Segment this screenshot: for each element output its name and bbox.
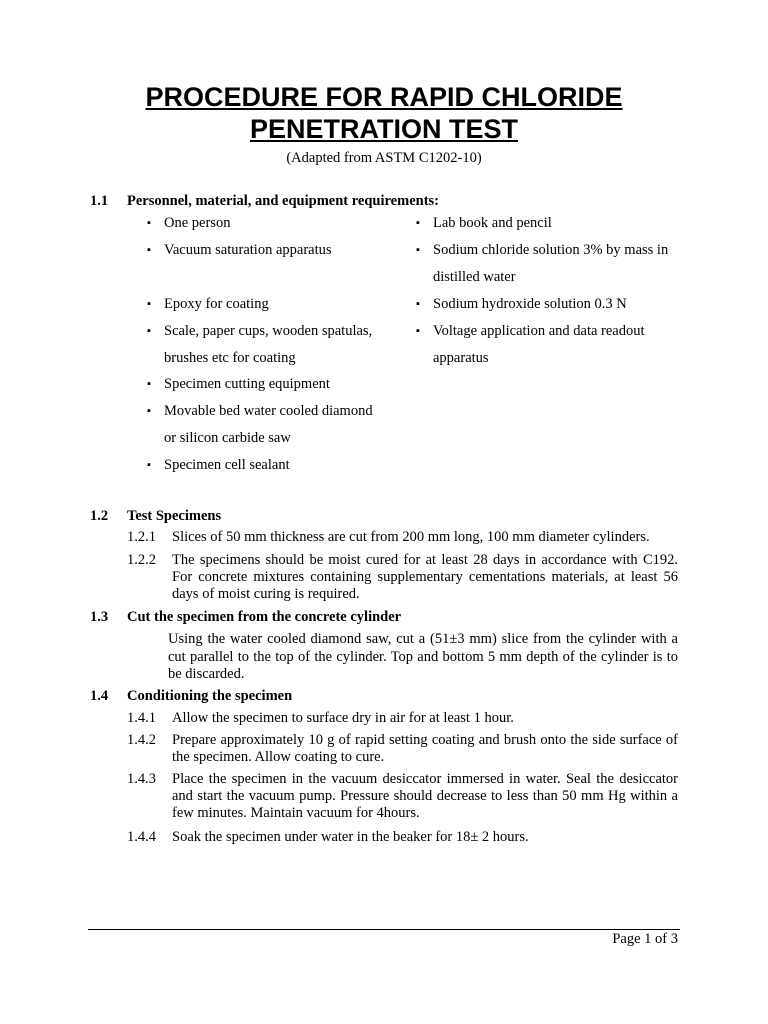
list-item-text: Specimen cell sealant <box>164 457 290 473</box>
document-title-line-2: PENETRATION TEST <box>249 114 518 144</box>
bullet-icon: ▪ <box>147 244 151 256</box>
footer-divider <box>88 929 680 930</box>
section-1-3-paragraph: Using the water cooled diamond saw, cut a (51±3 mm) slice from the cylinder with a cut parallel to the top of the cylinder. Top and bottom 5 mm depth of the cylinder is to be discarded. <box>168 631 678 682</box>
list-item-text: Vacuum saturation apparatus <box>164 242 332 258</box>
subsection-number: 1.4.2 <box>127 732 156 748</box>
list-item-text: brushes etc for coating <box>164 350 296 366</box>
bullet-icon: ▪ <box>147 459 151 471</box>
document-title-line-1: PROCEDURE FOR RAPID CHLORIDE <box>145 82 623 112</box>
section-1-1-title: Personnel, material, and equipment requirements: <box>127 193 439 209</box>
bullet-icon: ▪ <box>416 325 420 337</box>
subsection-text: Soak the specimen under water in the beaker for 18± 2 hours. <box>172 829 529 845</box>
subsection-text: Prepare approximately 10 g of rapid setting coating and brush onto the side surface of the specimen. Allow coating to cure. <box>172 732 678 765</box>
list-item-text: apparatus <box>433 350 489 366</box>
bullet-icon: ▪ <box>416 298 420 310</box>
subsection-text: Allow the specimen to surface dry in air for at least 1 hour. <box>172 710 514 726</box>
bullet-icon: ▪ <box>147 325 151 337</box>
subsection-number: 1.4.3 <box>127 771 156 787</box>
bullet-icon: ▪ <box>147 378 151 390</box>
section-1-4-number: 1.4 <box>90 688 109 704</box>
subsection-text: Place the specimen in the vacuum desiccator immersed in water. Seal the desiccator and start the vacuum pump. Pressure should decrease to less than 50 mm Hg within a few minutes. Maintain vacuum for 4hours. <box>172 771 678 821</box>
subsection-number: 1.4.4 <box>127 829 156 845</box>
list-item-text: Movable bed water cooled diamond <box>164 403 373 419</box>
list-item-text: Voltage application and data readout <box>433 323 645 339</box>
list-item-text: Scale, paper cups, wooden spatulas, <box>164 323 373 339</box>
list-item-text: distilled water <box>433 269 516 285</box>
section-1-2-number: 1.2 <box>90 508 109 524</box>
bullet-icon: ▪ <box>416 244 420 256</box>
list-item-text: Specimen cutting equipment <box>164 376 330 392</box>
list-item-text: One person <box>164 215 231 231</box>
section-1-3-number: 1.3 <box>90 609 109 625</box>
bullet-icon: ▪ <box>147 405 151 417</box>
bullet-icon: ▪ <box>147 217 151 229</box>
section-1-3-title: Cut the specimen from the concrete cylinder <box>127 609 402 625</box>
list-item-text: Epoxy for coating <box>164 296 269 312</box>
list-item-text: Sodium chloride solution 3% by mass in <box>433 242 669 258</box>
section-1-4-title: Conditioning the specimen <box>127 688 293 704</box>
list-item-text: Lab book and pencil <box>433 215 552 231</box>
section-1-1-number: 1.1 <box>90 193 109 209</box>
subsection-number: 1.2.1 <box>127 529 156 545</box>
list-item-text: Sodium hydroxide solution 0.3 N <box>433 296 627 312</box>
subsection-text: The specimens should be moist cured for at least 28 days in accordance with C192. For concrete mixtures containing supplementary cementations materials, at least 56 days of moist curing is required. <box>172 552 678 602</box>
page-number: Page 1 of 3 <box>612 931 678 947</box>
document-subtitle: (Adapted from ASTM C1202-10) <box>286 150 482 166</box>
subsection-number: 1.4.1 <box>127 710 156 726</box>
bullet-icon: ▪ <box>147 298 151 310</box>
subsection-text: Slices of 50 mm thickness are cut from 200 mm long, 100 mm diameter cylinders. <box>172 529 650 545</box>
list-item-text: or silicon carbide saw <box>164 430 291 446</box>
subsection-number: 1.2.2 <box>127 552 156 568</box>
bullet-icon: ▪ <box>416 217 420 229</box>
section-1-2-title: Test Specimens <box>127 508 222 524</box>
